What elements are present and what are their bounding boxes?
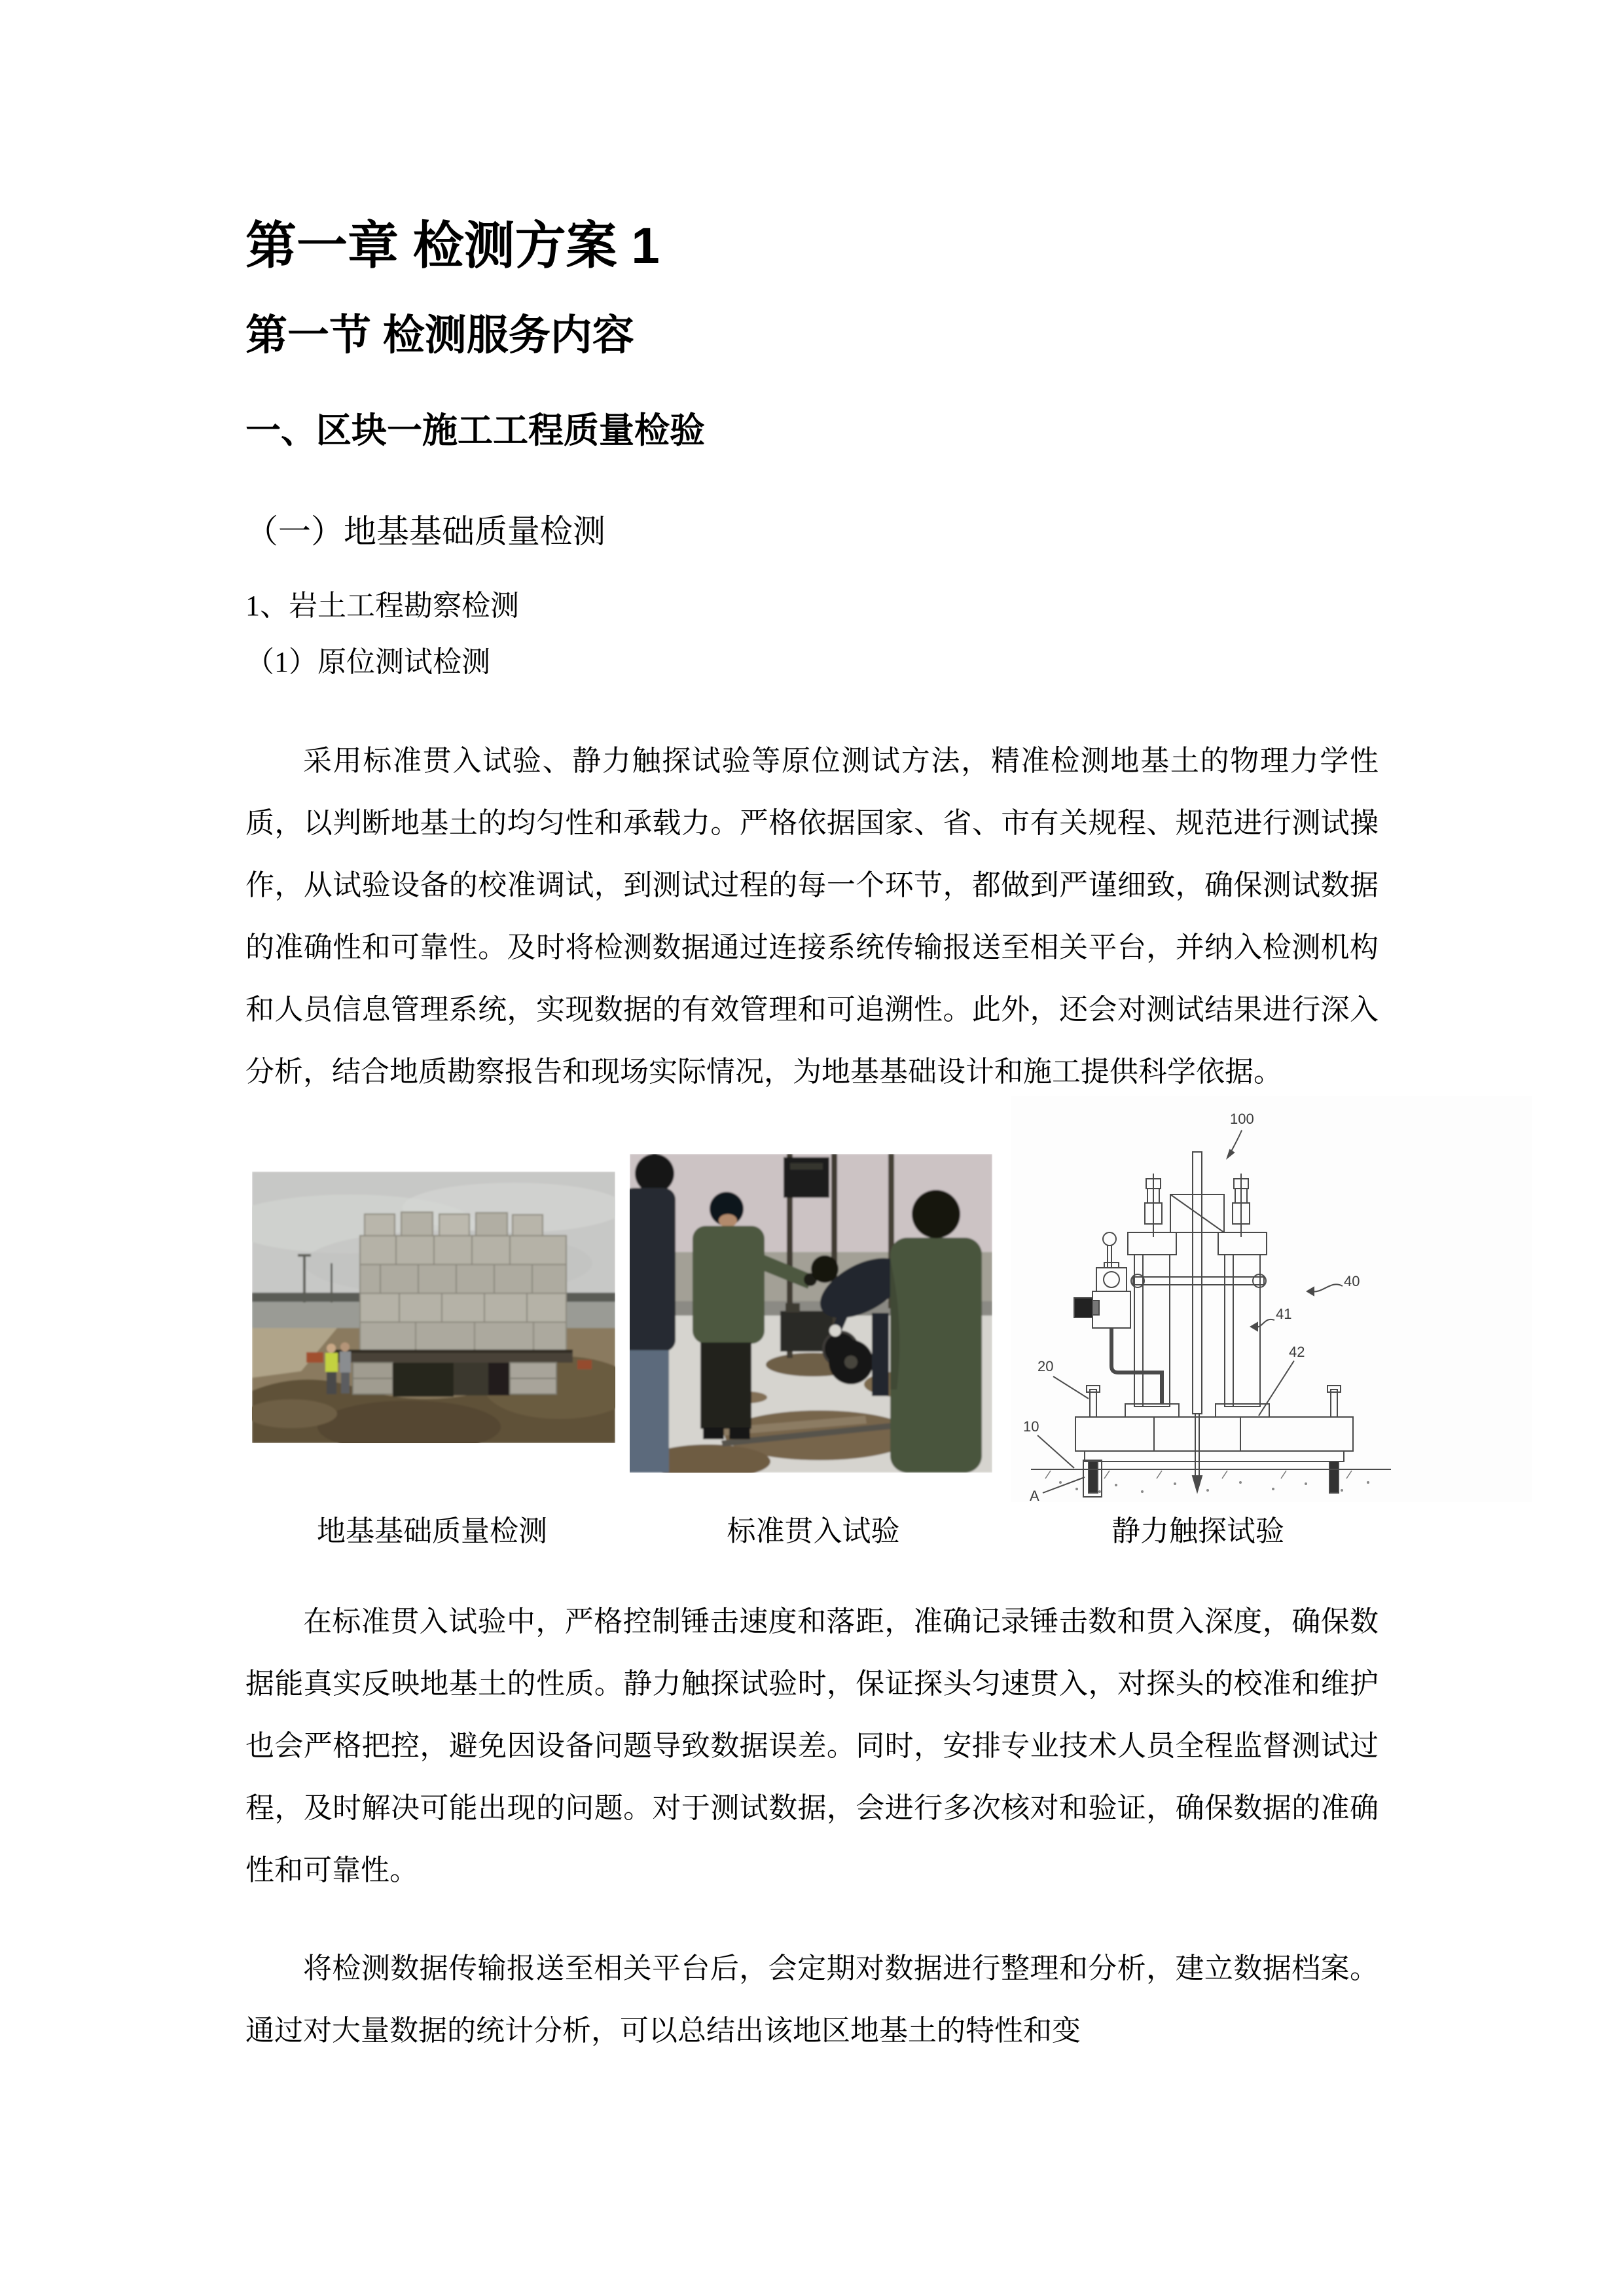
paragraph-insitu-testing: 采用标准贯入试验、静力触探试验等原位测试方法，精准检测地基土的物理力学性质，以判断地基土的均匀性和承载力。严格依据国家、省、市有关规程、规范进行测试操作，从试验设备的校准调试，到测试过程的每一个环节，都做到严谨细致，确保测试数据的准确性和可靠性。及时将检测数据通过连接系统传输报送至相关平台，并纳入检测机构和人员信息管理系统，实现数据的有效管理和可追溯性。此外，还会对测试结果进行深入分析，结合地质勘察报告和现场实际情况，为地基基础设计和施工提供科学依据。 bbox=[245, 745, 1379, 1088]
figure-row bbox=[245, 1103, 1379, 1554]
block-heading: 一、区块一施工工程质量检验 bbox=[245, 411, 705, 450]
diagram-label-20: 20 bbox=[1038, 1358, 1054, 1374]
photo1-platform-beam bbox=[331, 1352, 573, 1363]
chapter-heading: 第一章 检测方案 1 bbox=[245, 217, 660, 274]
section-heading: 第一节 检测服务内容 bbox=[245, 312, 634, 359]
figure-caption-cpt: 静力触探试验 bbox=[1111, 1515, 1284, 1547]
diagram-cpt-device bbox=[1011, 1096, 1532, 1502]
sub-item-heading: （1）原位测试检测 bbox=[245, 646, 490, 678]
paragraph-test-control: 在标准贯入试验中，严格控制锤击速度和落距，准确记录锤击数和贯入深度，确保数据能真实反映地基土的性质。静力触探试验时，保证探头匀速贯入，对探头的校准和维护也会严格把控，避免因设备问题导致数据误差。同时，安排专业技术人员全程监督测试过程，及时解决可能出现的问题。对于测试数据，会进行多次核对和验证，确保数据的准确性和可靠性。 bbox=[245, 1605, 1379, 1886]
photo1-block-stack bbox=[360, 1212, 566, 1352]
diagram-label-40: 40 bbox=[1344, 1273, 1360, 1289]
sub-block-heading: （一）地基基础质量检测 bbox=[245, 513, 605, 550]
figure-caption-foundation: 地基基础质量检测 bbox=[317, 1515, 547, 1547]
photo1-scene bbox=[252, 1172, 615, 1443]
diagram-label-42: 42 bbox=[1289, 1344, 1305, 1360]
photo-foundation-inspection bbox=[252, 1172, 615, 1443]
figure-caption-spt: 标准贯入试验 bbox=[727, 1515, 900, 1547]
item-heading: 1、岩土工程勘察检测 bbox=[245, 590, 519, 622]
photo-spt-test bbox=[630, 1154, 992, 1473]
diagram-label-41: 41 bbox=[1276, 1306, 1292, 1322]
paragraph-data-archive: 将检测数据传输报送至相关平台后，会定期对数据进行整理和分析，建立数据档案。通过对大量数据的统计分析，可以总结出该地区地基土的特性和变 bbox=[245, 1952, 1379, 2047]
photo2-scene bbox=[630, 1154, 992, 1473]
diagram-label-100: 100 bbox=[1230, 1111, 1254, 1127]
diagram-label-10: 10 bbox=[1023, 1418, 1039, 1435]
diagram-label-A: A bbox=[1030, 1488, 1039, 1502]
